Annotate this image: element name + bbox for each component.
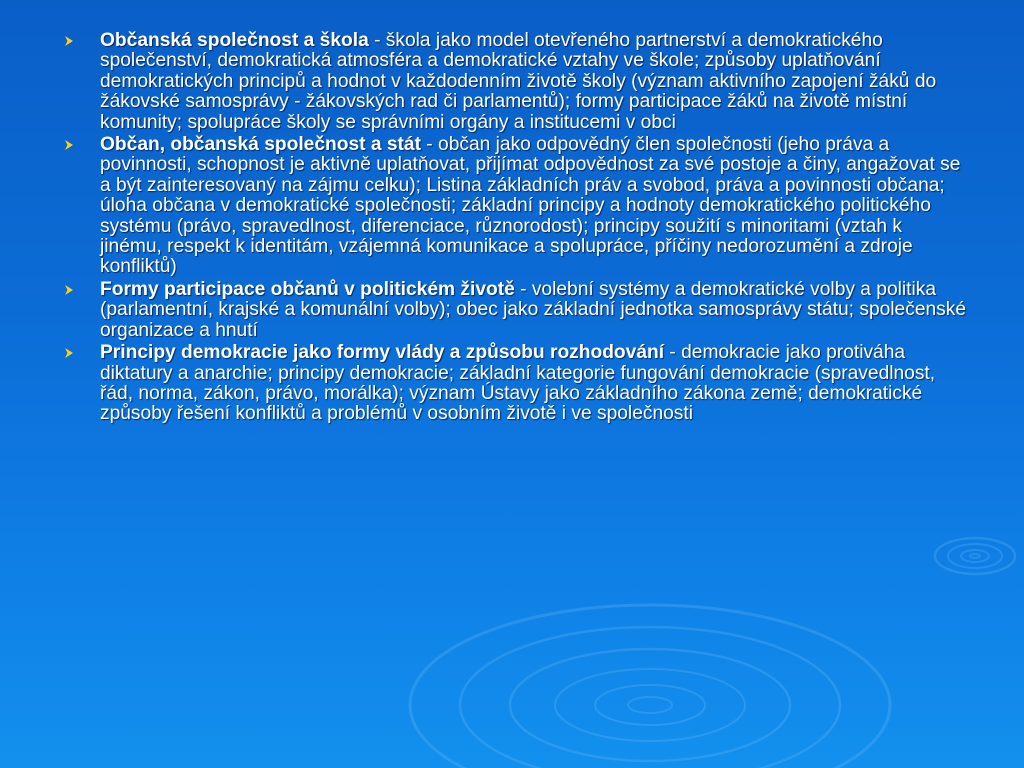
bullet-item (62, 135, 967, 278)
arrow-bullet-icon (62, 346, 76, 360)
bullet-item (62, 31, 967, 133)
bullet-heading: Občanská společnost a škola (100, 30, 369, 51)
bullet-text: - volební systémy a demokratické volby a politika (parlamentní, krajské a komunální volby); obec jako základní jednotka samosprávy státu; společenské organizace a hnutí (100, 278, 967, 341)
slide-content (62, 31, 967, 427)
bullet-heading: Občan, občanská společnost a stát (100, 134, 421, 156)
bullet-item (62, 280, 967, 341)
bullet-list (62, 31, 967, 425)
bullet-text: - občan jako odpovědný člen společnosti (jeho práva a povinnosti, schopnost je aktivně uplatňovat, přijímat odpovědnost za své postoje a činy, angažovat se a být zainteresovaný na zájmu celku); Listina základních práv a svobod, práva a povinnosti občana; úloha občana v demokratické společnosti; základní principy a hodnoty demokratického politického systému (právo, spravedlnost, diferenciace, různorodost); principy soužití s minoritami (vztah k jinému, respekt k identitám, vzájemná komunikace a spolupráce, příčiny nedorozumění a zdroje konfliktů) (100, 134, 961, 278)
arrow-bullet-icon (62, 138, 76, 152)
bullet-text: - demokracie jako protiváha diktatury a anarchie; principy demokracie; základní kategorie fungování demokracie (spravedlnost, řád, norma, zákon, právo, morálka); význam Ústavy jako základního zákona země; demokratické způsoby řešení konfliktů a problémů v osobním životě i ve společnosti (100, 342, 936, 425)
arrow-bullet-icon (62, 34, 76, 48)
bullet-item (62, 343, 967, 425)
bullet-heading: Principy demokracie jako formy vlády a způsobu rozhodování (100, 342, 665, 364)
bullet-heading: Formy participace občanů v politickém životě (100, 278, 515, 300)
arrow-bullet-icon (62, 283, 76, 297)
bullet-text: - škola jako model otevřeného partnerství a demokratického společenství, demokratická atmosféra a demokratické vztahy ve škole; způsoby uplatňování demokratických principů a hodnot v každodenním životě školy (význam aktivního zapojení žáků do žákovské samosprávy - žákovských rad či parlamentů); formy participace žáků na životě místní komunity; spolupráce školy se správními orgány a institucemi v obci (100, 30, 937, 133)
